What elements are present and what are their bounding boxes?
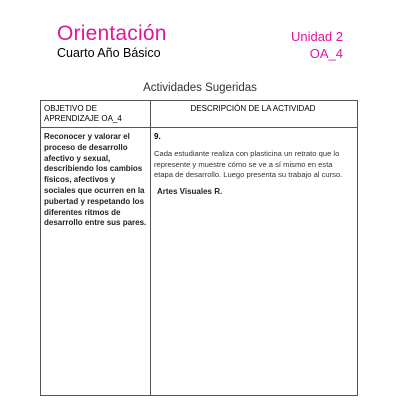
activities-table <box>40 100 358 396</box>
grade-label: Cuarto Año Básico <box>57 46 161 60</box>
activity-number: 9. <box>154 132 161 141</box>
objective-column-header: OBJETIVO DE APRENDIZAJE OA_4 <box>44 104 122 123</box>
unit-label: Unidad 2 <box>290 29 343 44</box>
section-title: Actividades Sugeridas <box>143 82 257 94</box>
objective-text: Reconocer y valorar el proceso de desarrollo afectivo y sexual, describiendo los cambios físicos, afectivos y sociales que ocurren en la pubertad y respetando los diferentes ritmos de desarrollo entre sus pares. <box>44 132 147 228</box>
column-divider <box>150 101 151 395</box>
description-column-header: DESCRIPCIÓN DE LA ACTIVIDAD <box>190 104 316 113</box>
subject-title: Orientación <box>57 22 167 45</box>
activity-reference: Artes Visuales R. <box>157 187 223 196</box>
header-row-divider <box>41 127 357 128</box>
oa-code-label: OA_4 <box>309 46 343 61</box>
activity-description: Cada estudiante realiza con plasticina un retrato que lo represente y muestre cómo se ve a sí mismo en esta etapa de desarrollo. Luego presenta su trabajo al curso. <box>154 149 343 180</box>
